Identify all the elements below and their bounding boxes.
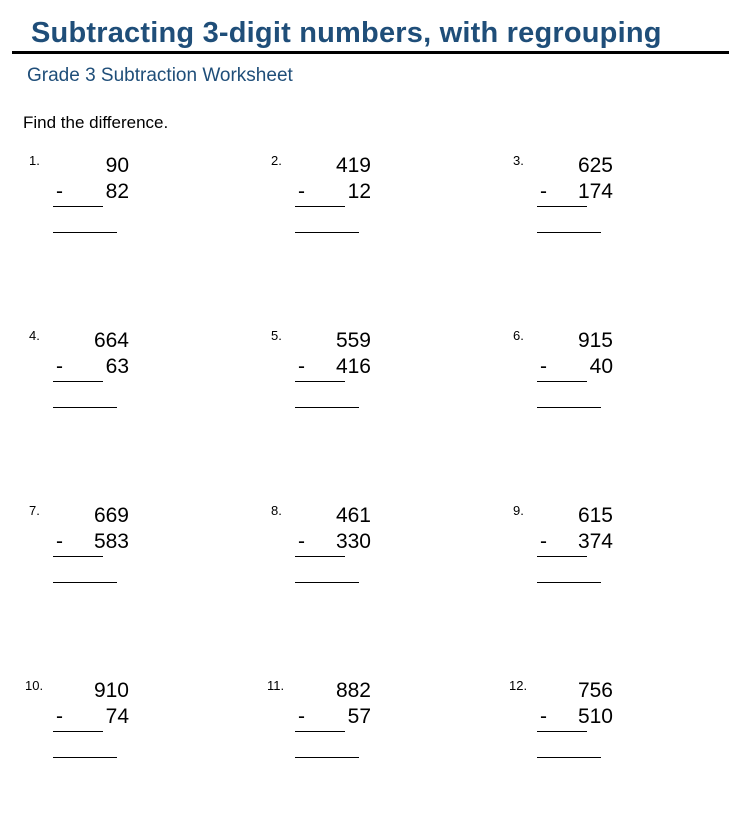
- problem-7: [29, 503, 129, 593]
- problem-rule: [537, 556, 587, 557]
- problem-rule: [53, 206, 103, 207]
- problem-rule: [295, 556, 345, 557]
- minuend: 625: [577, 154, 613, 177]
- subtrahend: 583: [93, 530, 129, 553]
- answer-line[interactable]: [295, 232, 359, 233]
- problem-12: [509, 678, 613, 768]
- answer-line[interactable]: [295, 757, 359, 758]
- minus-sign: -: [56, 705, 63, 728]
- subtrahend: 374: [577, 530, 613, 553]
- subtrahend: 74: [105, 705, 129, 728]
- subtrahend: 40: [589, 355, 613, 378]
- minus-sign: -: [540, 355, 547, 378]
- problem-rule: [537, 381, 587, 382]
- minuend: 90: [105, 154, 129, 177]
- minuend: 882: [335, 679, 371, 702]
- problem-number: 7.: [29, 503, 40, 518]
- minus-sign: -: [298, 530, 305, 553]
- answer-line[interactable]: [295, 407, 359, 408]
- answer-line[interactable]: [295, 582, 359, 583]
- subtrahend: 416: [335, 355, 371, 378]
- problem-5: [271, 328, 371, 418]
- answer-line[interactable]: [53, 232, 117, 233]
- minus-sign: -: [540, 180, 547, 203]
- problem-number: 4.: [29, 328, 40, 343]
- subtrahend: 330: [335, 530, 371, 553]
- problem-number: 5.: [271, 328, 282, 343]
- subtrahend: 82: [105, 180, 129, 203]
- problem-number: 11.: [267, 678, 285, 693]
- subtrahend: 63: [105, 355, 129, 378]
- minuend: 756: [577, 679, 613, 702]
- problem-number: 3.: [513, 153, 524, 168]
- problem-3: [513, 153, 613, 243]
- problem-number: 1.: [29, 153, 40, 168]
- minus-sign: -: [298, 705, 305, 728]
- problem-rule: [295, 731, 345, 732]
- problem-number: 8.: [271, 503, 282, 518]
- minuend: 669: [93, 504, 129, 527]
- answer-line[interactable]: [537, 582, 601, 583]
- minuend: 664: [93, 329, 129, 352]
- minuend: 915: [577, 329, 613, 352]
- instructions: Find the difference.: [23, 113, 169, 132]
- problem-number: 2.: [271, 153, 282, 168]
- title-underline: [12, 51, 729, 54]
- problem-8: [271, 503, 371, 593]
- problem-rule: [537, 731, 587, 732]
- answer-line[interactable]: [537, 757, 601, 758]
- problem-rule: [295, 206, 345, 207]
- problem-rule: [53, 556, 103, 557]
- minus-sign: -: [298, 180, 305, 203]
- answer-line[interactable]: [537, 232, 601, 233]
- minuend: 559: [335, 329, 371, 352]
- answer-line[interactable]: [53, 757, 117, 758]
- minuend: 419: [335, 154, 371, 177]
- minus-sign: -: [56, 530, 63, 553]
- problem-number: 12.: [509, 678, 528, 693]
- problem-number: 9.: [513, 503, 524, 518]
- answer-line[interactable]: [53, 407, 117, 408]
- minuend: 461: [335, 504, 371, 527]
- problem-9: [513, 503, 613, 593]
- worksheet-title: Subtracting 3-digit numbers, with regrouping: [31, 17, 662, 49]
- problem-rule: [53, 381, 103, 382]
- subtrahend: 174: [577, 180, 613, 203]
- answer-line[interactable]: [537, 407, 601, 408]
- minus-sign: -: [56, 180, 63, 203]
- subtrahend: 57: [347, 705, 371, 728]
- problem-6: [513, 328, 613, 418]
- minuend: 615: [577, 504, 613, 527]
- problem-number: 10.: [25, 678, 44, 693]
- minus-sign: -: [540, 530, 547, 553]
- minus-sign: -: [298, 355, 305, 378]
- answer-line[interactable]: [53, 582, 117, 583]
- problem-10: [25, 678, 129, 768]
- subtrahend: 12: [347, 180, 371, 203]
- problem-rule: [53, 731, 103, 732]
- minus-sign: -: [56, 355, 63, 378]
- problem-1: [29, 153, 129, 243]
- problem-rule: [537, 206, 587, 207]
- problem-rule: [295, 381, 345, 382]
- subtrahend: 510: [577, 705, 613, 728]
- worksheet-subtitle: Grade 3 Subtraction Worksheet: [27, 65, 293, 86]
- problem-number: 6.: [513, 328, 524, 343]
- problem-2: [271, 153, 371, 243]
- minuend: 910: [93, 679, 129, 702]
- minus-sign: -: [540, 705, 547, 728]
- problem-4: [29, 328, 129, 418]
- problem-11: [267, 678, 371, 768]
